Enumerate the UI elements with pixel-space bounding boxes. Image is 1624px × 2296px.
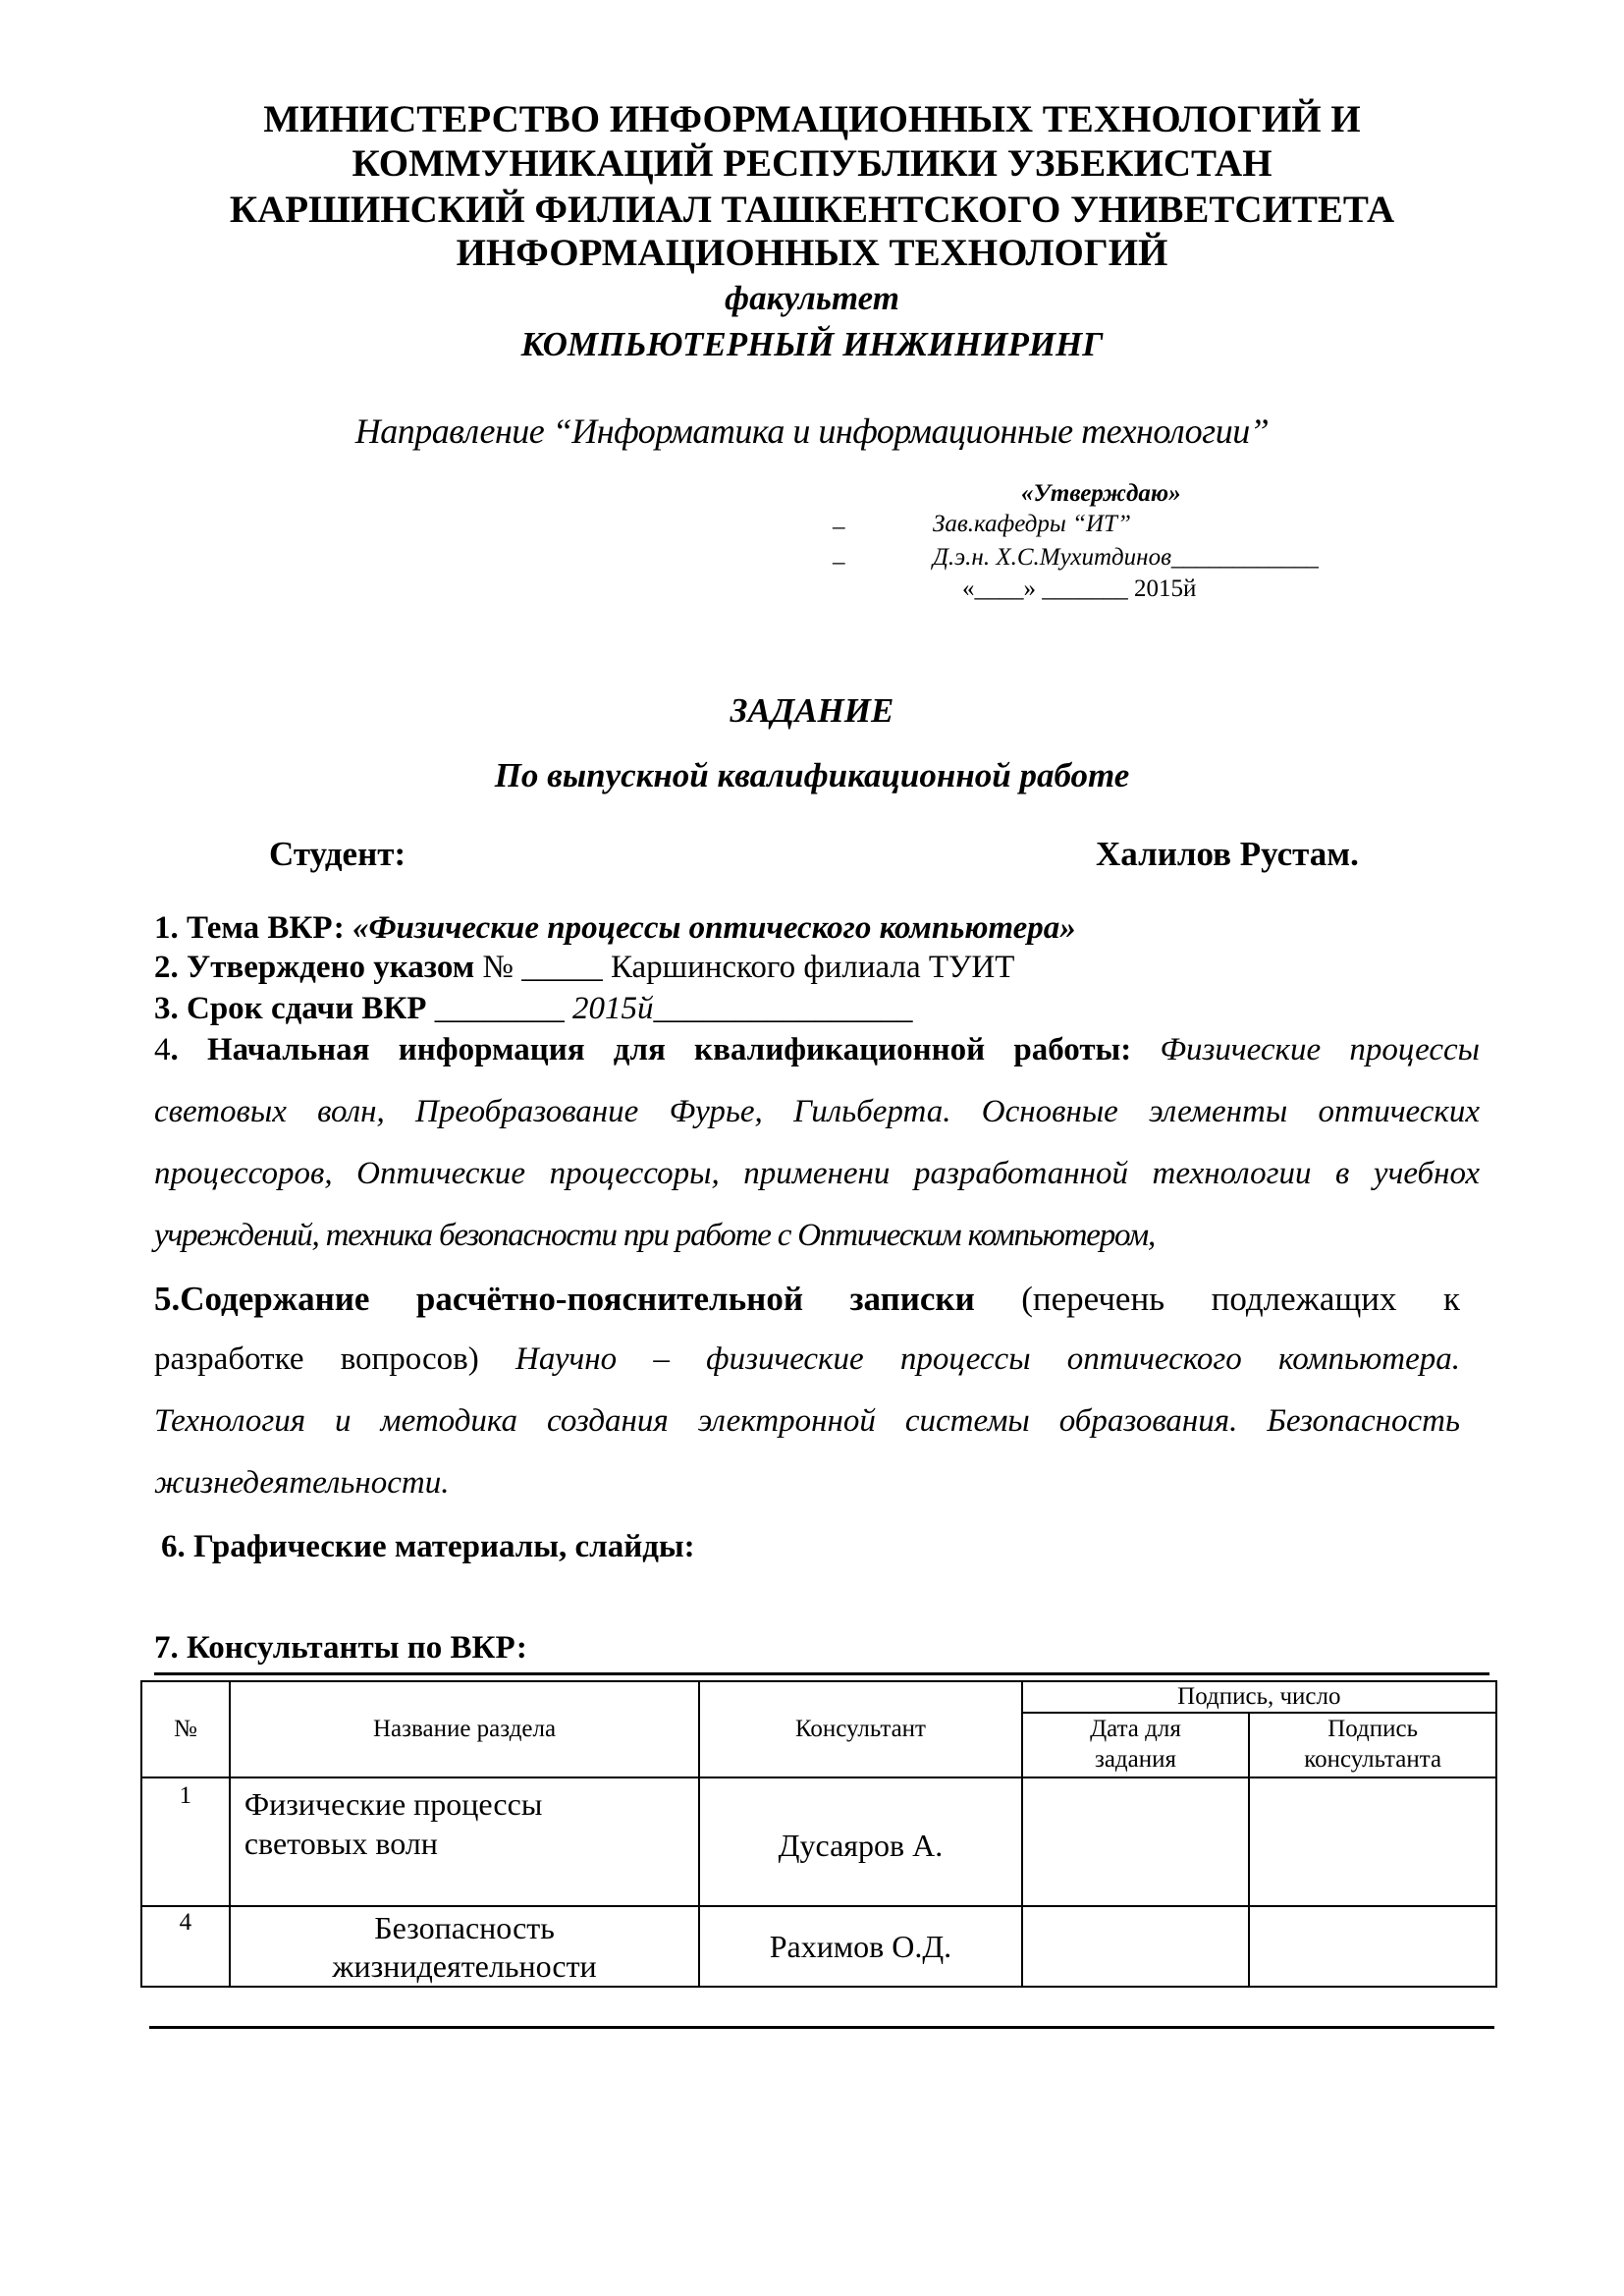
row-sign-cell bbox=[1249, 1906, 1496, 1987]
item-contents-label: 5.Содержание расчётно-пояснительной записки bbox=[154, 1280, 975, 1318]
table-header-row-1 bbox=[141, 1681, 1496, 1713]
header-sign-group: Подпись, число bbox=[1022, 1681, 1496, 1713]
item-topic bbox=[154, 910, 1076, 947]
student-name: Халилов Рустам. bbox=[1096, 835, 1359, 873]
row-section-line-1: Безопасность bbox=[374, 1910, 555, 1945]
item-topic-label: 1. Тема ВКР: bbox=[154, 910, 345, 946]
item-deadline-blank: ________ bbox=[434, 991, 565, 1026]
item-contents-line-2 bbox=[154, 1341, 1460, 1378]
branch-line-1: КАРШИНСКИЙ ФИЛИАЛ ТАШКЕНТСКОГО УНИВЕТСИТЕТА bbox=[229, 189, 1395, 231]
ministry-line-2: КОММУНИКАЦИЙ РЕСПУБЛИКИ УЗБЕКИСТАН bbox=[352, 142, 1272, 185]
item-topic-value: «Физические процессы оптического компьютера» bbox=[352, 910, 1076, 946]
row-section-line-2: световых волн bbox=[244, 1826, 438, 1861]
item-deadline-value: 2015й________________ bbox=[571, 991, 913, 1026]
item-consultants: 7. Консультанты по ВКР: bbox=[154, 1630, 527, 1666]
table-row bbox=[141, 1906, 1496, 1987]
task-subtitle: По выпускной квалификационной работе bbox=[494, 756, 1130, 794]
header-date-line-1: Дата для bbox=[1090, 1716, 1181, 1742]
item-approved-label: 2. Утверждено указом bbox=[154, 950, 475, 985]
item-initial-info-line-1 bbox=[154, 1032, 1480, 1068]
student-label: Студент: bbox=[269, 835, 406, 873]
item-contents-text-2: Научно – физические процессы оптического компьютера. bbox=[515, 1341, 1461, 1377]
item-deadline-label: 3. Срок сдачи ВКР bbox=[154, 991, 427, 1026]
header-section: Название раздела bbox=[230, 1681, 699, 1777]
direction-line: Направление “Информатика и информационные технологии” bbox=[354, 411, 1270, 451]
header-num: № bbox=[141, 1681, 230, 1777]
item-contents-plain-2: разработке вопросов) bbox=[154, 1341, 479, 1377]
row-date-cell bbox=[1022, 1906, 1250, 1987]
row-num: 1 bbox=[141, 1777, 230, 1906]
header-sign-line-1: Подпись bbox=[1327, 1716, 1419, 1742]
item-initial-info-line-2: световых волн, Преобразование Фурье, Гильберта. Основные элементы оптических bbox=[154, 1094, 1480, 1129]
row-sign-cell bbox=[1249, 1777, 1496, 1906]
item-deadline bbox=[154, 991, 912, 1027]
item-contents-plain-1: (перечень подлежащих к bbox=[1021, 1280, 1460, 1318]
approval-title: «Утверждаю» bbox=[1021, 480, 1181, 507]
row-consultant: Дусаяров А. bbox=[699, 1777, 1021, 1906]
item-contents-line-3: Технология и методика создания электронной системы образования. Безопасность bbox=[154, 1403, 1460, 1439]
row-section bbox=[230, 1777, 699, 1906]
header-date-line-2: задания bbox=[1094, 1746, 1176, 1773]
item-graphics: 6. Графические материалы, слайды: bbox=[161, 1529, 695, 1564]
consultants-table bbox=[140, 1680, 1497, 1988]
ministry-line-1: МИНИСТЕРСТВО ИНФОРМАЦИОННЫХ ТЕХНОЛОГИЙ И bbox=[263, 98, 1361, 140]
header-sign-line-2: консультанта bbox=[1304, 1746, 1442, 1773]
table-row bbox=[141, 1777, 1496, 1906]
approval-date: «____» _______ 2015й bbox=[962, 575, 1197, 602]
row-section-line-1: Физические процессы bbox=[244, 1786, 543, 1822]
row-section-line-2: жизнидеятельности bbox=[332, 1948, 597, 1984]
item-initial-info-num: 4 bbox=[154, 1032, 171, 1067]
header-sign bbox=[1249, 1713, 1496, 1777]
task-title: ЗАДАНИЕ bbox=[730, 691, 894, 730]
header-date bbox=[1022, 1713, 1250, 1777]
approval-signer: Д.э.н. Х.С.Мухитдинов____________ bbox=[933, 544, 1319, 571]
header-consultant: Консультант bbox=[699, 1681, 1021, 1777]
faculty-label: факультет bbox=[725, 279, 899, 317]
row-section bbox=[230, 1906, 699, 1987]
item-contents-line-1 bbox=[154, 1280, 1460, 1319]
item-contents-line-4: жизнедеятельности. bbox=[154, 1465, 450, 1501]
item-approved bbox=[154, 950, 1014, 986]
item-initial-info-line-3: процессоров, Оптические процессоры, применени разработанной технологии в учебнох bbox=[154, 1156, 1480, 1191]
item-initial-info-line-4: учреждений, техника безопасности при работе с Оптическим компьютером, bbox=[154, 1218, 1155, 1253]
approval-dash-1: _ bbox=[833, 505, 845, 531]
branch-line-2: ИНФОРМАЦИОННЫХ ТЕХНОЛОГИЙ bbox=[456, 232, 1168, 274]
row-consultant: Рахимов О.Д. bbox=[699, 1906, 1021, 1987]
faculty-name: КОМПЬЮТЕРНЫЙ ИНЖИНИРИНГ bbox=[520, 325, 1104, 363]
consultants-rule-top bbox=[154, 1672, 1489, 1675]
item-initial-info-text-1: Физические процессы bbox=[1160, 1032, 1480, 1067]
item-approved-value: № _____ Каршинского филиала ТУИТ bbox=[482, 950, 1015, 985]
approval-dash-2: _ bbox=[833, 540, 845, 567]
item-initial-info-label: . Начальная информация для квалификационной работы: bbox=[170, 1032, 1132, 1067]
row-date-cell bbox=[1022, 1777, 1250, 1906]
bottom-rule bbox=[149, 2026, 1494, 2029]
row-num: 4 bbox=[141, 1906, 230, 1987]
approval-head-of-dept: Зав.кафедры “ИТ” bbox=[933, 511, 1131, 537]
